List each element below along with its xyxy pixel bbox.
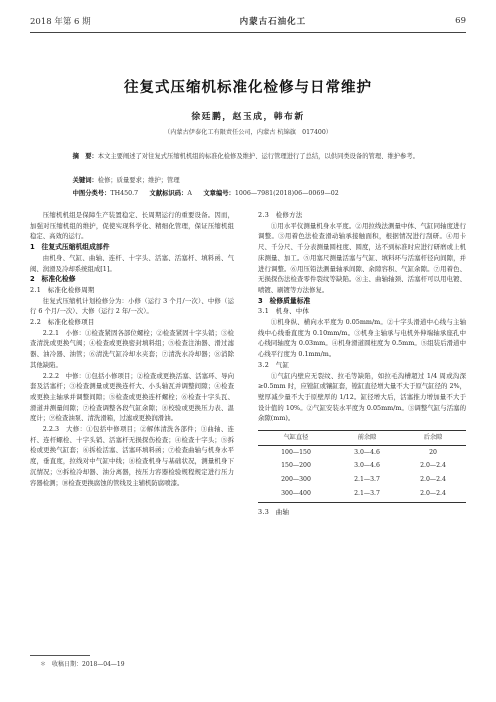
section-3-2-heading: 3.2 气缸 [258, 360, 290, 369]
header-rule [30, 32, 466, 33]
keywords [60, 175, 436, 184]
article-title: 往复式压缩机标准化检修与日常维护 [124, 80, 372, 96]
section-1-text: 由机身、气缸、曲轴、连杆、十字头、活塞、活塞杆、填料函、气阀、润滑及冷却系统组成[1]。 [30, 253, 234, 273]
table-cell: 2.0—2.4 [420, 490, 446, 498]
section-3-heading: 3 检修质量标准 [258, 296, 311, 305]
section-2-heading: 2 标准化检修 [30, 275, 76, 284]
section-2-2-1-text: 2.2.1 小修：①检查紧固各部位螺栓；②检查紧固十字头销；③检查清洗或更换气阀；④检查或更换密封填料组；⑤检查注油器、滑过滤器、油冷器、油管；⑥清洗气缸冷却水夹套；⑦清洗水冷却器；⑧消除其他缺陷。 [30, 328, 234, 369]
section-3-2-text: ①气缸内壁应无裂纹、拉毛等缺陷，如拉毛沟槽超过 1/4 周或沟深≥0.5mm 时，应镗缸或镶缸套，镗缸直径增大量不大于原气缸径的 2%，壁厚减少量不大于原壁厚的 1/12。缸径增大后，活塞推力增加量不大于设计值的 10%。②气缸安装水平度为 0.05mm/m。③调整气缸与活塞的余隙(mm)。 [258, 371, 466, 423]
table-cell: 2.0—2.4 [420, 462, 446, 470]
table-row [258, 474, 466, 488]
doc-code-label: 文献标识码： [149, 190, 188, 197]
table-cell: 20 [429, 448, 437, 456]
table-cell: 100—150 [281, 448, 311, 456]
journal-name: 内蒙古石油化工 [239, 17, 307, 27]
article-no-value: 1006—7981(2018)06—0069—02 [234, 190, 339, 197]
table-cell: 3.0—4.6 [354, 462, 380, 470]
doc-code-value: A [187, 190, 192, 197]
table-cell: 2.1—3.7 [354, 476, 380, 484]
running-header [30, 10, 466, 32]
abstract [60, 151, 436, 163]
section-2-2-2-text: 2.2.2 中修：①包括小修项目；②检查或更换活塞、活塞环、导向套及活塞杆；③检查测量或更换连杆大、小头轴瓦并调整间隙；④检查或更换主轴承并调整间隙；⑤检查或更换连杆螺栓；⑥检查十字头瓦、滑道并测量间隙；⑦检查调整各段气缸余隙；⑧校验或更换压力表、温度计；⑨检查油泵、清洗滑箱，过滤或更换润滑油。 [30, 371, 234, 423]
page-number: 69 [455, 16, 466, 26]
section-2-2-heading: 2.2 标准化检修项目 [30, 318, 95, 327]
section-3-3-heading: 3.3 曲轴 [258, 507, 290, 516]
keywords-text: 检修；质量要求；维护；管理 [97, 177, 180, 184]
table-header-cell: 气缸直径 [283, 433, 309, 441]
table-cell: 150—200 [281, 462, 311, 470]
table-header-cell: 前余隙 [357, 433, 377, 441]
section-2-3-heading: 2.3 检修方法 [258, 211, 303, 219]
received-date-footnote: ＊ 收稿日期：2018—04—19 [40, 661, 125, 668]
footnote-rule [30, 655, 90, 656]
table-row [258, 488, 466, 502]
keywords-label: 关键词： [72, 177, 98, 184]
table-cell: 300—400 [281, 490, 311, 498]
table-cell: 3.0—4.6 [354, 448, 380, 456]
section-2-2-3-text: 2.2.3 大修：①包括中修项目；②解体清洗各部件；③曲轴、连杆、连杆螺栓、十字头销、活塞杆无损探伤检查；④检查十字头；⑤拆检或更换气缸套；⑥拆检活塞、活塞环填料函；⑦检查曲轴与机身水平度，垂直度，拉线对中气缸中线；⑧检查机身与基础状况，测量机身下沉情况；⑨拆检冷却器、油分离器，按压力容器检验规程规定进行压力容器检测；⑩检查更换腐蚀的管线及主辅机防腐喷漆。 [30, 425, 234, 487]
table-row [258, 445, 466, 459]
issue-label: 2018 年第 6 期 [30, 17, 91, 27]
author-list: 徐廷鹏，赵玉成，韩布新 [191, 112, 305, 122]
abstract-text: 本文主要阐述了对往复式压缩机机组的标准化检修及维护、运行管理进行了总结，以供同类设备的管理、维护参考。 [97, 153, 419, 160]
article-no-label: 文章编号： [203, 190, 235, 197]
classification-line [60, 188, 436, 197]
clc-value: TH450.7 [110, 190, 139, 197]
table-cell: 2.1—3.7 [354, 490, 380, 498]
table-header-row [258, 431, 466, 446]
clc-label: 中图分类号： [72, 190, 111, 197]
section-1-heading: 1 往复式压缩机组成部件 [30, 243, 110, 252]
clearance-table [258, 430, 466, 502]
table-cell: 200—300 [281, 476, 311, 484]
table-row [258, 460, 466, 474]
right-column [258, 210, 466, 517]
table-cell: 2.0—2.4 [420, 476, 446, 484]
section-2-3-text: ①用水平仪测量机身水平度。②用拉线法测量中体、气缸同轴度进行调整。③用着色法检查滑动轴承接触面积，根据情况进行刮研。④用卡尺、千分尺、千分表测量圆柱度、圆度，达不到标准时应进行研磨或上机床测量、加工。⑤用塞尺测量活塞与气缸、填料环与活塞杆径向间隙，并进行调整。⑥用压铅法测量轴承间隙、余隙容积、气缸余隙。⑦用着色、无损探伤法检查零件裂纹等缺陷。⑧主、曲轴轴颈、活塞杆可以用电镀、喷镀、刷镀等方法修复。 [258, 221, 466, 294]
section-3-1-heading: 3.1 机身、中体 [258, 307, 310, 316]
left-column [30, 210, 234, 488]
abstract-label: 摘 要： [72, 153, 98, 160]
section-2-1-heading: 2.1 标准化检修周期 [30, 285, 95, 294]
section-2-1-text: 往复式压缩机计划检修分为：小修（运行 3 个月/一次）、中修（运行 6 个月/一次）、大修（运行 2 年/一次）。 [30, 296, 234, 316]
table-header-cell: 后余隙 [423, 433, 443, 441]
section-3-1-text: ①机身纵、横向水平度为 0.05mm/m。②十字头滑道中心线与主轴线中心线垂直度为 0.10mm/m。③机身主轴承与电机外伸端轴承座孔中心线同轴度为 0.03mm。④机身滑道圆柱度为 0.5mm。⑤组装后滑道中心线平行度为 0.1mm/m。 [258, 318, 466, 359]
intro-paragraph: 压缩机机组是保障生产装置稳定、长周期运行的重要设备。因而，加强对压缩机组的维护，促使实现科学化、精细化管理，保证压缩机组稳定、高效的运行。 [30, 211, 234, 241]
affiliation: （内蒙古伊泰化工有限责任公司，内蒙古 杭锦旗 017400） [164, 129, 332, 136]
